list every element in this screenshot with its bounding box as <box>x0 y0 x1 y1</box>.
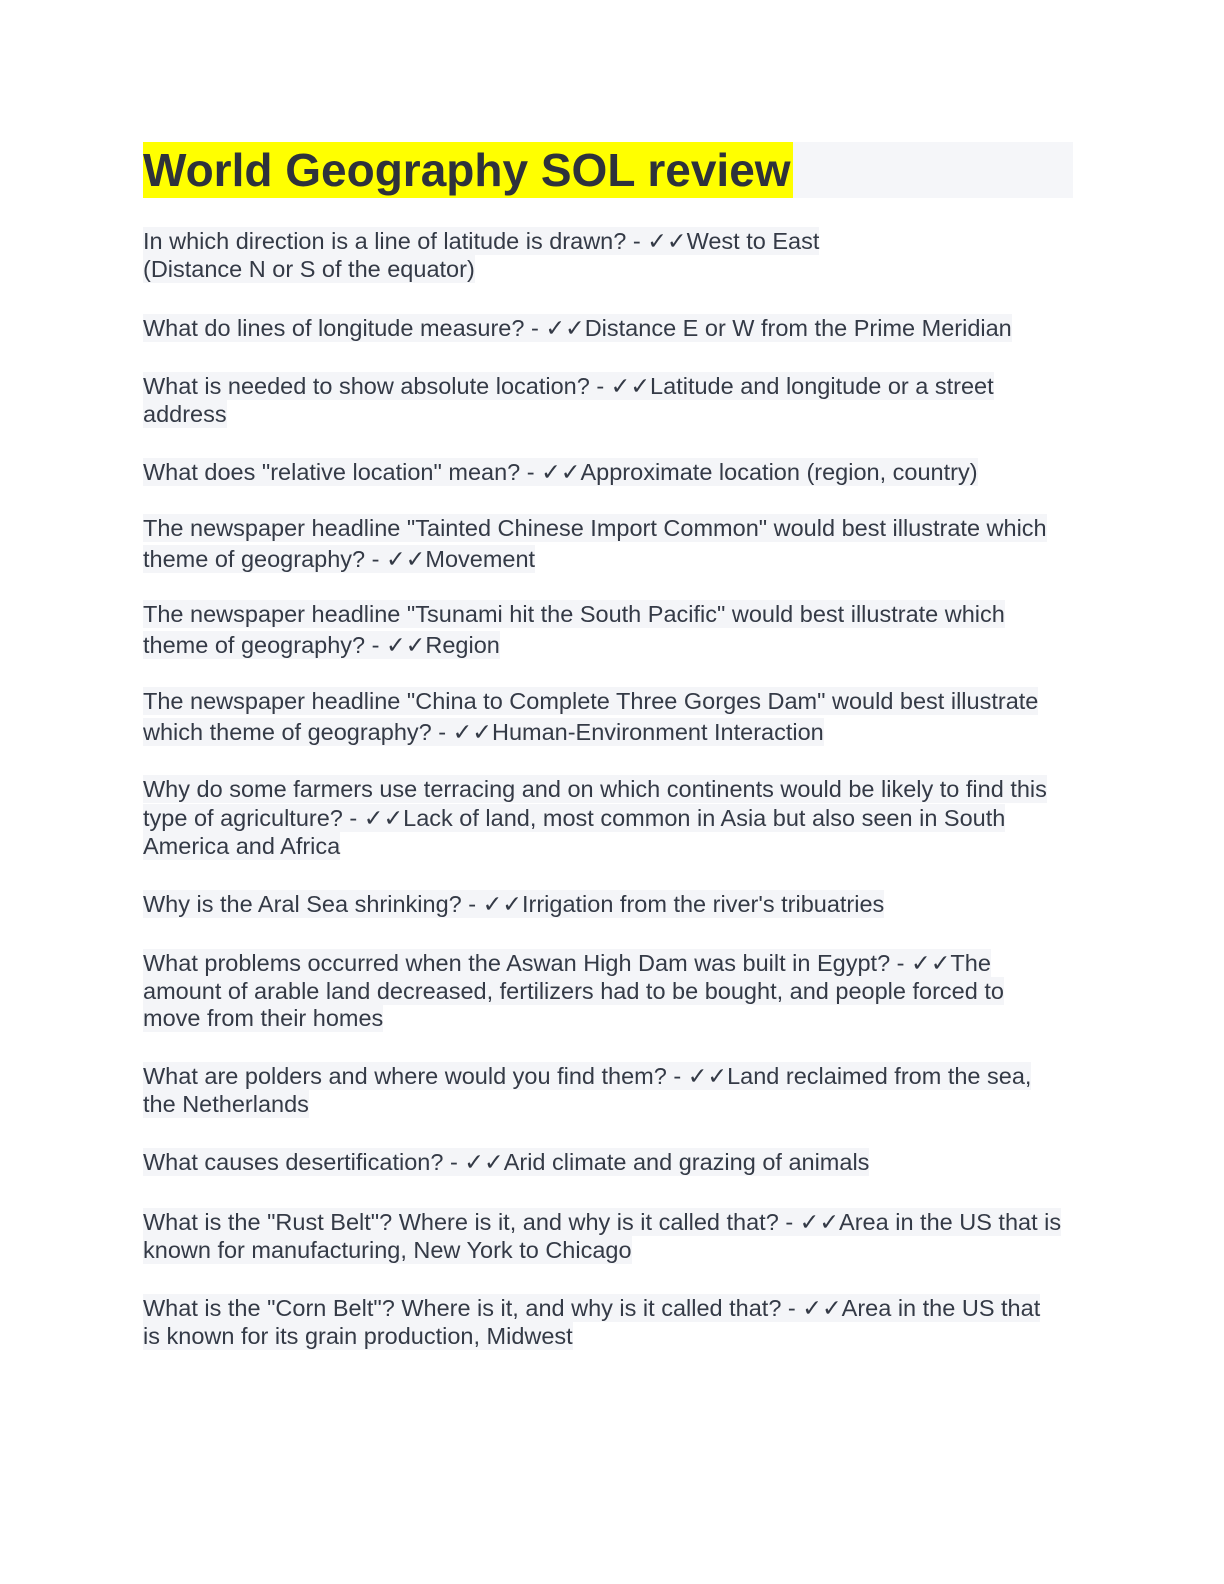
qa-line: which theme of geography? - ✓✓Human-Environment Interaction <box>143 719 824 745</box>
qa-line: What causes desertification? - ✓✓Arid climate and grazing of animals <box>143 1149 870 1175</box>
qa-item <box>143 459 1083 487</box>
qa-line: What problems occurred when the Aswan High Dam was built in Egypt? - ✓✓The <box>143 950 991 976</box>
qa-line: theme of geography? - ✓✓Region <box>143 632 500 658</box>
qa-line: The newspaper headline "Tsunami hit the South Pacific" would best illustrate which <box>143 601 1005 627</box>
qa-item <box>143 599 1083 661</box>
qa-line: is known for its grain production, Midwest <box>143 1322 573 1349</box>
qa-line: amount of arable land decreased, fertilizers had to be bought, and people forced to <box>143 977 1004 1004</box>
qa-line: theme of geography? - ✓✓Movement <box>143 546 536 572</box>
qa-line: America and Africa <box>143 832 341 859</box>
qa-line: What is the "Corn Belt"? Where is it, and why is it called that? - ✓✓Area in the US that <box>143 1295 1041 1321</box>
qa-item <box>143 1149 1083 1177</box>
qa-item <box>143 1295 1083 1350</box>
qa-line: Why do some farmers use terracing and on which continents would be likely to find this <box>143 776 1047 802</box>
qa-line: Why is the Aral Sea shrinking? - ✓✓Irrigation from the river's tribuatries <box>143 891 885 917</box>
qa-item <box>143 891 1083 919</box>
qa-line: move from their homes <box>143 1005 384 1031</box>
document-title: World Geography SOL review <box>143 144 791 196</box>
qa-line: (Distance N or S of the equator) <box>143 255 475 282</box>
qa-line: In which direction is a line of latitude is drawn? - ✓✓West to East <box>143 228 820 254</box>
qa-line: What do lines of longitude measure? - ✓✓Distance E or W from the Prime Meridian <box>143 315 1012 341</box>
qa-line: What is needed to show absolute location? - ✓✓Latitude and longitude or a street <box>143 373 994 399</box>
qa-item <box>143 686 1083 748</box>
qa-line: address <box>143 400 227 427</box>
qa-line: What does "relative location" mean? - ✓✓Approximate location (region, country) <box>143 459 978 485</box>
qa-item <box>143 1063 1083 1118</box>
qa-item <box>143 315 1083 343</box>
qa-line: type of agriculture? - ✓✓Lack of land, most common in Asia but also seen in South <box>143 805 1006 831</box>
qa-item <box>143 228 1083 283</box>
qa-line: the Netherlands <box>143 1090 309 1117</box>
qa-line: What is the "Rust Belt"? Where is it, and why is it called that? - ✓✓Area in the US that is <box>143 1209 1062 1235</box>
qa-item <box>143 1209 1083 1264</box>
qa-item <box>143 774 1083 860</box>
qa-line: What are polders and where would you find them? - ✓✓Land reclaimed from the sea, <box>143 1063 1032 1089</box>
qa-item <box>143 950 1083 1033</box>
qa-item <box>143 373 1083 428</box>
qa-line: The newspaper headline "China to Complete Three Gorges Dam" would best illustrate <box>143 688 1039 714</box>
qa-line: The newspaper headline "Tainted Chinese Import Common" would best illustrate which <box>143 515 1047 541</box>
qa-item <box>143 513 1083 575</box>
qa-line: known for manufacturing, New York to Chicago <box>143 1236 632 1263</box>
